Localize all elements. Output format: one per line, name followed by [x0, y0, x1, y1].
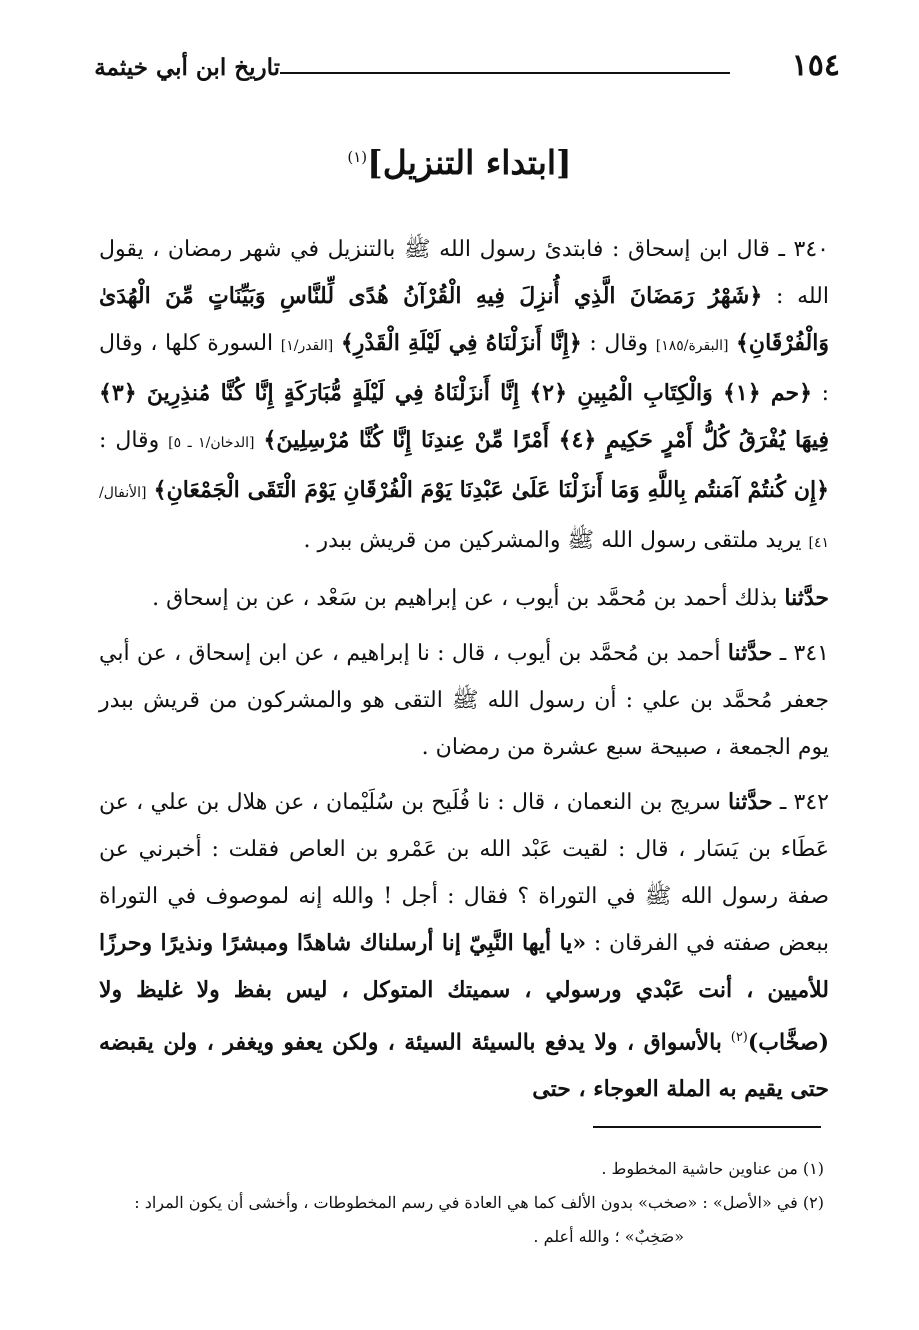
quran-verse: ﴿شَهْرُ رَمَضَانَ الَّذِي أُنزِلَ فِيهِ الْقُرْآنُ هُدًى لِّلنَّاسِ وَبَيِّنَاتٍ مِّنَ الْهُدَىٰ وَالْفُرْقَانِ﴾ — [99, 283, 829, 356]
paragraph-341 — [99, 630, 829, 771]
footnote-marker: (٢) — [730, 1030, 748, 1045]
footnote-separator — [593, 1126, 821, 1128]
quran-verse: ﴿حم ﴿١﴾ وَالْكِتَابِ الْمُبِينِ ﴿٢﴾ إِنَّا أَنزَلْنَاهُ فِي لَيْلَةٍ مُّبَارَكَةٍ إِنَّا كُنَّا مُنذِرِينَ ﴿٣﴾ فِيهَا يُفْرَقُ كُلُّ أَمْرٍ حَكِيمٍ ﴿٤﴾ أَمْرًا مِّنْ عِندِنَا إِنَّا كُنَّا مُرْسِلِينَ﴾ — [99, 380, 829, 453]
body-text — [99, 226, 829, 1121]
header-rule — [280, 72, 730, 74]
paragraph-number: ٣٤٢ ـ — [779, 790, 829, 815]
footnotes — [94, 1152, 824, 1254]
quran-verse: ﴿إِن كُنتُمْ آمَنتُم بِاللَّهِ وَمَا أَنزَلْنَا عَلَىٰ عَبْدِنَا يَوْمَ الْفُرْقَانِ يَوْمَ الْتَقَى الْجَمْعَانِ﴾ — [153, 477, 830, 503]
connector-text: وقال : — [589, 331, 649, 356]
paragraph-text: بذلك أحمد بن مُحمَّد بن أيوب ، عن إبراهيم بن سَعْد ، عن بن إسحاق . — [152, 586, 778, 611]
footnote-2: (٢) في «الأصل» : «صخب» بدون الألف كما هي العادة في رسم المخطوطات ، وأخشى أن يكون المراد : — [134, 1193, 824, 1212]
haddathana-lead: حدَّثنا — [784, 585, 829, 611]
verse-reference: [الأنفال/٤١] — [99, 485, 829, 551]
quran-verse: ﴿إِنَّا أَنزَلْنَاهُ فِي لَيْلَةِ الْقَدْرِ﴾ — [340, 330, 582, 356]
footnote-1: (١) من عناوين حاشية المخطوط . — [601, 1159, 824, 1178]
book-title: تاريخ ابن أبي خيثمة — [94, 54, 280, 81]
paragraph-342 — [99, 779, 829, 1113]
paragraph-340 — [99, 226, 829, 567]
chapter-note-marker: (١) — [347, 148, 368, 166]
chapter-title: [ابتداء التنزيل] — [367, 143, 572, 182]
haddathana-lead: حدَّثنا — [727, 789, 773, 815]
haddathana-lead: حدَّثنا — [727, 640, 773, 666]
hadith-quote-end: بالأسواق ، ولا يدفع بالسيئة السيئة ، ولكن يعفو ويغفر ، ولن يقبضه حتى يقيم به الملة العوجاء ، حتى — [99, 1029, 829, 1103]
paragraph-text: أحمد بن مُحمَّد بن أيوب ، قال : نا إبراهيم ، عن ابن إسحاق ، عن أبي جعفر مُحمَّد بن علي : أن رسول الله ﷺ التقى هو والمشركون من قريش ببدر يوم الجمعة ، صبيحة سبع عشرة من رمضان . — [99, 641, 829, 760]
footnote-2-continuation: «صَخِبٌ» ؛ والله أعلم . — [533, 1227, 684, 1246]
page-header — [80, 48, 840, 88]
connector-text: وقال : — [99, 428, 160, 453]
paragraph-chain — [99, 575, 829, 622]
connector-text: السورة كلها ، وقال : — [99, 331, 830, 406]
verse-reference: [القدر/١] — [280, 338, 334, 354]
paragraph-number: ٣٤٠ ـ — [778, 237, 829, 262]
verse-reference: [البقرة/١٨٥] — [655, 338, 729, 354]
paragraph-text: سريج بن النعمان ، قال : نا فُلَيح بن سُلَيْمان ، عن هلال بن علي ، عن عَطَاء بن يَسَار ، قال : لقيت عَبْد الله بن عَمْرو بن العاص فقلت : أخبرني عن صفة رسول الله ﷺ في التوراة ؟ فقال : أجل ! والله إنه لموصوف في التوراة ببعض صفته في الفرقان : — [99, 790, 829, 956]
chapter-heading — [0, 143, 919, 182]
verse-reference: [الدخان/١ ـ ٥] — [168, 435, 255, 451]
page-number: ١٥٤ — [791, 48, 840, 83]
hadith-quote: «يا أيها النَّبِيّ إنا أرسلناك شاهدًا ومبشرًا ونذيرًا وحرزًا للأميين ، أنت عَبْدي ورسولي ، سميتك المتوكل ، ليس بفظ ولا غليظ ولا (صخَّاب) — [99, 930, 829, 1056]
paragraph-number: ٣٤١ ـ — [779, 641, 829, 666]
paragraph-intro: قال ابن إسحاق : فابتدئ رسول الله ﷺ بالتنزيل في شهر رمضان ، يقول الله : — [99, 237, 829, 309]
paragraph-ending: يريد ملتقى رسول الله ﷺ والمشركين من قريش ببدر . — [303, 528, 802, 553]
